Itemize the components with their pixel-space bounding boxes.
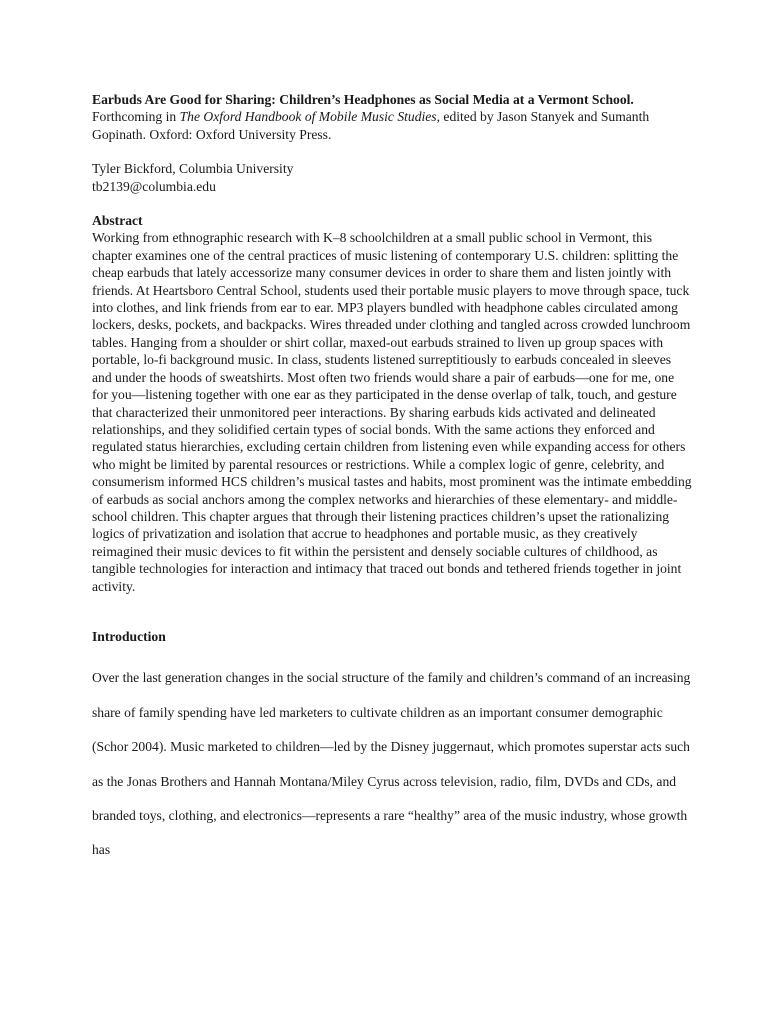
document-page [92,91,692,868]
forthcoming-suffix: , edited by Jason Stanyek and Sumanth Gopinath. Oxford: Oxford University Press. [92,109,650,142]
author-name: Tyler Bickford, Columbia University [92,161,294,177]
abstract-text: Working from ethnographic research with K–8 schoolchildren at a small public school in Vermont, this chapter examines one of the central practices of music listening of contemporary U.S. children: splitting the cheap earbuds that lately accessorize many consumer devices in order to share them and listen jointly with friends. At Heartsboro Central School, students used their portable music players to move through space, tuck into clothes, and link friends from ear to ear. MP3 players bundled with headphone cables circulated among lockers, desks, pockets, and backpacks. Wires threaded under clothing and tangled across crowded lunchroom tables. Hanging from a shoulder or shirt collar, maxed-out earbuds strained to liven up group spaces with portable, lo-fi background music. In class, students listened surreptitiously to earbuds concealed in sleeves and under the hoods of sweatshirts. Most often two friends would share a pair of earbuds—one for me, one for you—listening together with one ear as they participated in the dense overlap of talk, touch, and gesture that characterized their unmonitored peer interactions. By sharing earbuds kids activated and delineated relationships, and they solidified certain types of social bonds. With the same actions they enforced and regulated status hierarchies, excluding certain children from listening even while expanding access for others who might be limited by parental resources or restrictions. While a complex logic of genre, celebrity, and consumerism informed HCS children’s musical tastes and habits, most prominent was the intimate embedding of earbuds as social anchors among the complex networks and hierarchies of these elementary- and middle-school children. This chapter argues that through their listening practices children’s upset the rationalizing logics of privatization and isolation that accrue to headphones and portable music, as they creatively reimagined their music devices to fit within the persistent and densely sociable cultures of childhood, as tangible technologies for interaction and intimacy that traced out bonds and tethered friends together in joint activity. [92,230,692,594]
introduction-heading: Introduction [92,628,166,644]
forthcoming-prefix: Forthcoming in [92,109,180,125]
abstract-heading: Abstract [92,213,143,229]
paper-title: Earbuds Are Good for Sharing: Children’s Headphones as Social Media at a Vermont School. [92,92,634,107]
handbook-title: The Oxford Handbook of Mobile Music Studies [179,109,437,125]
introduction-text: Over the last generation changes in the social structure of the family and children’s command of an increasing share of family spending have led marketers to cultivate children as an important consumer demographic (Schor 2004). Music marketed to children—led by the Disney juggernaut, which promotes superstar acts such as the Jonas Brothers and Hannah Montana/Miley Cyrus across television, radio, film, DVDs and CDs, and branded toys, clothing, and electronics—represents a rare “healthy” area of the music industry, whose growth has [92,670,691,858]
author-block [92,160,692,195]
author-email: tb2139@columbia.edu [92,178,216,194]
citation-block [92,91,692,143]
